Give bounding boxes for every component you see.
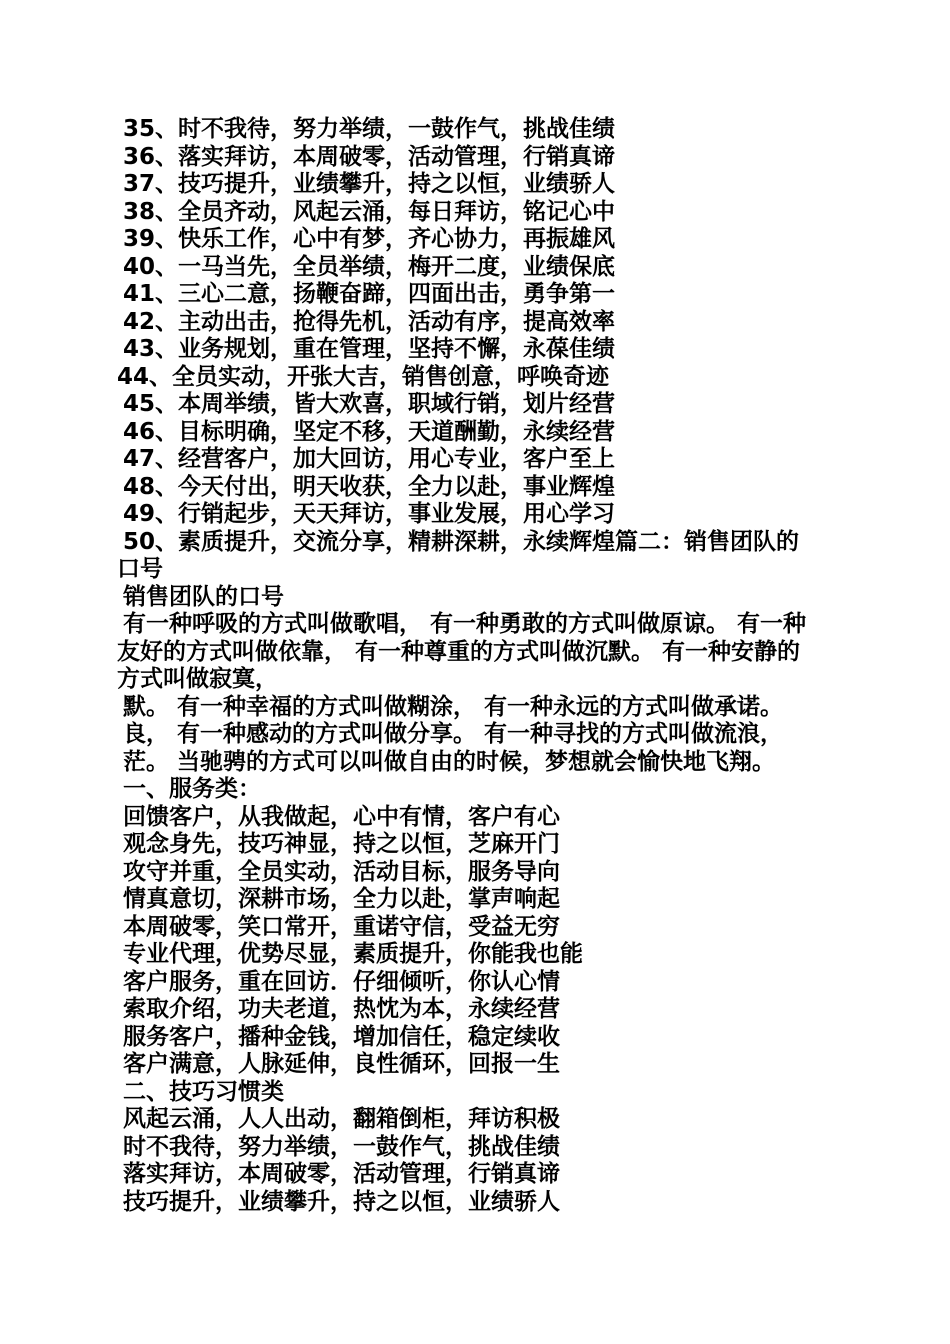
text-line: 47、经营客户，加大回访，用心专业，客户至上: [123, 446, 616, 472]
text-line: 36、落实拜访，本周破零，活动管理，行销真谛: [123, 144, 616, 170]
text-line: 45、本周举绩，皆大欢喜，职域行销，划片经营: [123, 391, 616, 417]
text-line: 专业代理，优势尽显，素质提升，你能我也能: [123, 941, 583, 967]
section-heading: 销售团队的口号: [123, 584, 284, 610]
text-line: 风起云涌，人人出动，翻箱倒柜，拜访积极: [123, 1106, 560, 1132]
text-line: 本周破零，笑口常开，重诺守信，受益无穷: [123, 914, 560, 940]
text-line: 48、今天付出，明天收获，全力以赴，事业辉煌: [123, 474, 616, 500]
text-line: 40、一马当先，全员举绩，梅开二度，业绩保底: [123, 254, 616, 280]
text-line: 回馈客户，从我做起，心中有情，客户有心: [123, 804, 560, 830]
text-line: 39、快乐工作，心中有梦，齐心协力，再振雄风: [123, 226, 616, 252]
text-line: 落实拜访，本周破零，活动管理，行销真谛: [123, 1161, 560, 1187]
text-line: 43、业务规划，重在管理，坚持不懈，永葆佳绩: [123, 336, 616, 362]
text-line: 38、全员齐动，风起云涌，每日拜访，铭记心中: [123, 199, 616, 225]
text-line: 默。 有一种幸福的方式叫做糊涂， 有一种永远的方式叫做承诺。: [123, 694, 784, 720]
text-line: 攻守并重，全员实动，活动目标，服务导向: [123, 859, 560, 885]
text-line: 友好的方式叫做依靠， 有一种尊重的方式叫做沉默。 有一种安静的: [117, 639, 801, 665]
text-line: 观念身先，技巧神显，持之以恒，芝麻开门: [123, 831, 560, 857]
text-line: 46、目标明确，坚定不移，天道酬勤，永续经营: [123, 419, 616, 445]
text-line: 索取介绍，功夫老道，热忱为本，永续经营: [123, 996, 560, 1022]
text-line: 技巧提升，业绩攀升，持之以恒，业绩骄人: [123, 1189, 560, 1215]
text-line: 37、技巧提升，业绩攀升，持之以恒，业绩骄人: [123, 171, 616, 197]
section-heading: 二、技巧习惯类: [123, 1079, 284, 1105]
text-line: 客户服务，重在回访．仔细倾听，你认心情: [123, 969, 560, 995]
text-line: 有一种呼吸的方式叫做歌唱， 有一种勇敢的方式叫做原谅。 有一种: [123, 611, 807, 637]
text-line: 良， 有一种感动的方式叫做分享。 有一种寻找的方式叫做流浪，: [123, 721, 784, 747]
text-line: 情真意切，深耕市场，全力以赴，掌声响起: [123, 886, 560, 912]
text-line: 方式叫做寂寞，: [117, 666, 278, 692]
text-line: 41、三心二意，扬鞭奋蹄，四面出击，勇争第一: [123, 281, 616, 307]
section-heading: 一、服务类：: [123, 776, 261, 802]
text-line: 49、行销起步，天天拜访，事业发展，用心学习: [123, 501, 616, 527]
text-line: 44、全员实动，开张大吉，销售创意，呼唤奇迹: [117, 364, 610, 390]
text-line: 50、素质提升，交流分享，精耕深耕，永续辉煌篇二：销售团队的: [123, 529, 800, 555]
text-line: 茫。 当驰骋的方式可以叫做自由的时候，梦想就会愉快地飞翔。: [123, 749, 776, 775]
text-line: 时不我待，努力举绩，一鼓作气，挑战佳绩: [123, 1134, 560, 1160]
text-line: 42、主动出击，抢得先机，活动有序，提高效率: [123, 309, 616, 335]
text-line: 35、时不我待，努力举绩，一鼓作气，挑战佳绩: [123, 116, 616, 142]
text-line: 口号: [117, 556, 163, 582]
text-line: 服务客户，播种金钱，增加信任，稳定续收: [123, 1024, 560, 1050]
text-line: 客户满意，人脉延伸，良性循环，回报一生: [123, 1051, 560, 1077]
